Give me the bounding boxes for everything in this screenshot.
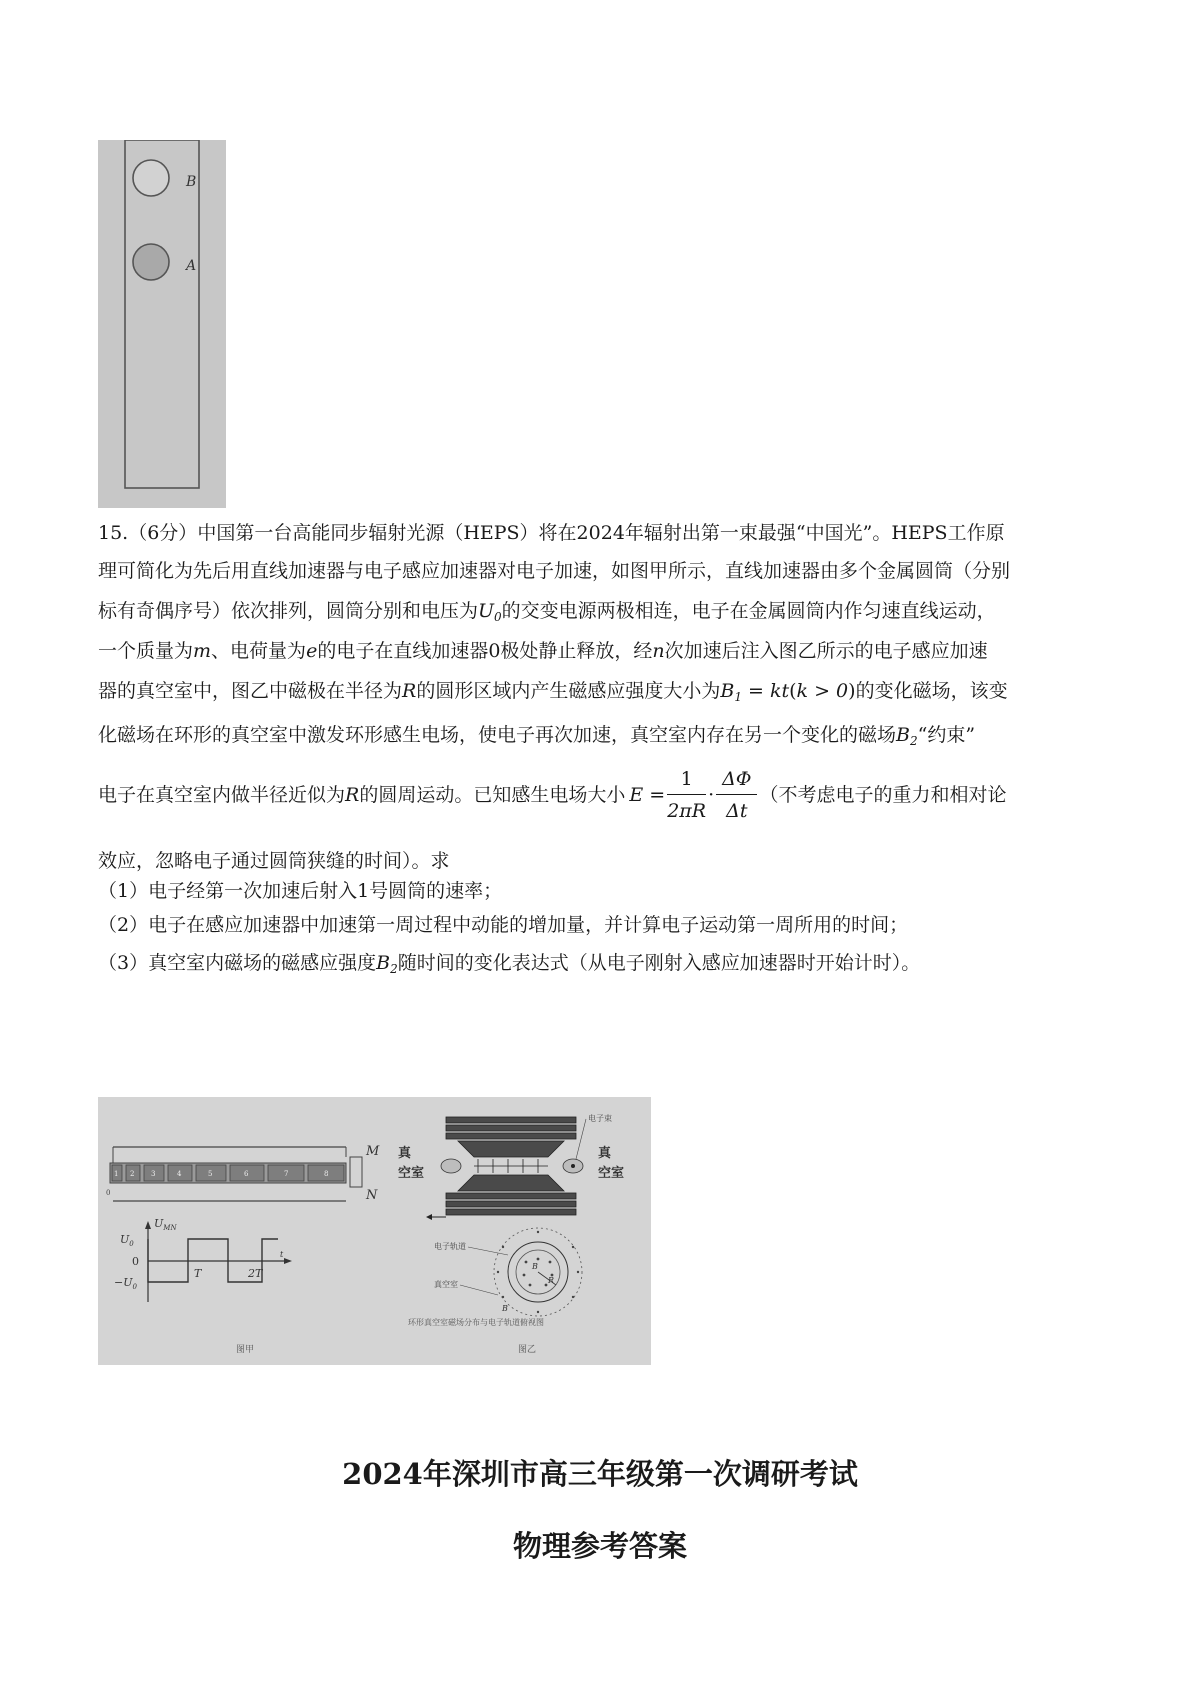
caption-figure-b: 图乙 (518, 1345, 537, 1355)
svg-text:0: 0 (106, 1189, 111, 1197)
svg-text:0: 0 (132, 1255, 139, 1268)
question-line-6: 化磁场在环形的真空室中激发环形感生电场，使电子再次加速，真空室内存在另一个变化的磁场$B_2“$约束” (98, 724, 976, 748)
exam-title: 2024年深圳市高三年级第一次调研考试 (342, 1457, 858, 1491)
label-b: B (186, 174, 197, 190)
tube-figure-drawing (98, 140, 226, 508)
sub-question-1: （1）电子经第一次加速后射入1号圆筒的速率； (98, 880, 503, 902)
svg-text:空室: 空室 (398, 1166, 425, 1181)
svg-text:8: 8 (324, 1170, 329, 1178)
voltage-graph (114, 1217, 292, 1302)
question-number: 15. (98, 522, 129, 544)
ball-a (133, 244, 169, 280)
question-15 (98, 520, 1118, 1080)
label-m: M (366, 1144, 380, 1159)
fraction-dphi-dt: $\frac{\Delta\Phi}{\Delta t}$ (716, 766, 757, 824)
svg-text:UMN: $U_{MN}$ (154, 1217, 177, 1232)
question-line-2: 理可简化为先后用直线加速器与电子感应加速器对电子加速，如图甲所示，直线加速器由多个金属圆筒（分别 (98, 560, 1011, 582)
svg-text:−U0: $-U_0$ (114, 1276, 137, 1291)
question-line-5: 器的真空室中，图乙中磁极在半径为R的圆形区域内产生磁感应强度大小为$B_1 = kt(k > 0)$的变化磁场，该变 (98, 680, 1008, 704)
svg-text:环形真空室磁场分布与电子轨道俯视图: 环形真空室磁场分布与电子轨道俯视图 (408, 1318, 544, 1327)
svg-text:2: 2 (130, 1170, 135, 1178)
svg-text:1: 1 (114, 1170, 119, 1178)
caption-figure-a: 图甲 (236, 1345, 255, 1355)
svg-text:6: 6 (244, 1170, 249, 1178)
linear-accelerator (106, 1144, 380, 1203)
svg-text:空室: 空室 (598, 1166, 625, 1181)
svg-text:t: t (280, 1250, 284, 1259)
symbol-b2: $B_2$ (896, 724, 918, 748)
svg-text:B: B (502, 1304, 508, 1313)
svg-text:R: R (548, 1276, 555, 1285)
svg-text:电子轨道: 电子轨道 (434, 1242, 466, 1251)
symbol-u0: $U_0$ (478, 600, 502, 624)
svg-text:真: 真 (598, 1146, 612, 1161)
question-score: （6分） (128, 522, 198, 544)
symbol-b2-q3: $B_2$ (376, 952, 398, 976)
fraction-1-over-2pir: $\frac{1}{2\pi R}$ (667, 768, 707, 822)
svg-text:2T: 2T (248, 1267, 263, 1280)
svg-text:真空室: 真空室 (434, 1280, 458, 1289)
question-line-7: 电子在真空室内做半径近似为 R 的圆周运动。已知感生电场大小 E = $\frac{1}{2\pi R}$ · $\frac{\Delta\Phi}{\Delta t}$ （不考虑电子的重力和相对论 (98, 768, 1007, 822)
svg-text:B: B (532, 1262, 538, 1271)
question-line-8: 效应，忽略电子通过圆筒狭缝的时间）。求 (98, 850, 450, 872)
accelerator-figure-drawing (98, 1097, 651, 1365)
accelerator-figure (98, 1097, 651, 1365)
svg-text:3: 3 (151, 1170, 156, 1178)
label-n: N (366, 1188, 378, 1203)
svg-text:U0: $U_0$ (120, 1233, 134, 1248)
sub-question-2: （2）电子在感应加速器中加速第一周过程中动能的增加量，并计算电子运动第一周所用的时间； (98, 914, 909, 936)
question-line-1: 15.（6分）中国第一台高能同步辐射光源（HEPS）将在2024年辐射出第一束最强“中国光”。HEPS工作原 (98, 522, 1005, 544)
svg-text:T: T (194, 1267, 202, 1280)
answer-subtitle: 物理参考答案 (512, 1529, 687, 1563)
label-a: A (186, 258, 197, 274)
question-line-4: 一个质量为m、电荷量为e的电子在直线加速器0极处静止释放，经n次加速后注入图乙所示的电子感应加速 (98, 640, 988, 662)
svg-text:电子束: 电子束 (588, 1114, 612, 1123)
symbol-b1-eq: $B_1 = kt(k > 0)$ (720, 680, 856, 704)
svg-text:7: 7 (284, 1170, 289, 1178)
question-line-3: 标有奇偶序号）依次排列，圆筒分别和电压为$U_0$的交变电源两极相连，电子在金属圆筒内作匀速直线运动， (98, 600, 996, 624)
svg-text:真: 真 (398, 1146, 412, 1161)
induction-accelerator (398, 1113, 624, 1355)
svg-text:4: 4 (177, 1170, 182, 1178)
ball-b (133, 160, 169, 196)
tube-figure (98, 140, 226, 508)
svg-text:5: 5 (208, 1170, 213, 1178)
sub-question-3: （3）真空室内磁场的磁感应强度$B_2$随时间的变化表达式（从电子刚射入感应加速器时开始计时）。 (98, 952, 921, 976)
